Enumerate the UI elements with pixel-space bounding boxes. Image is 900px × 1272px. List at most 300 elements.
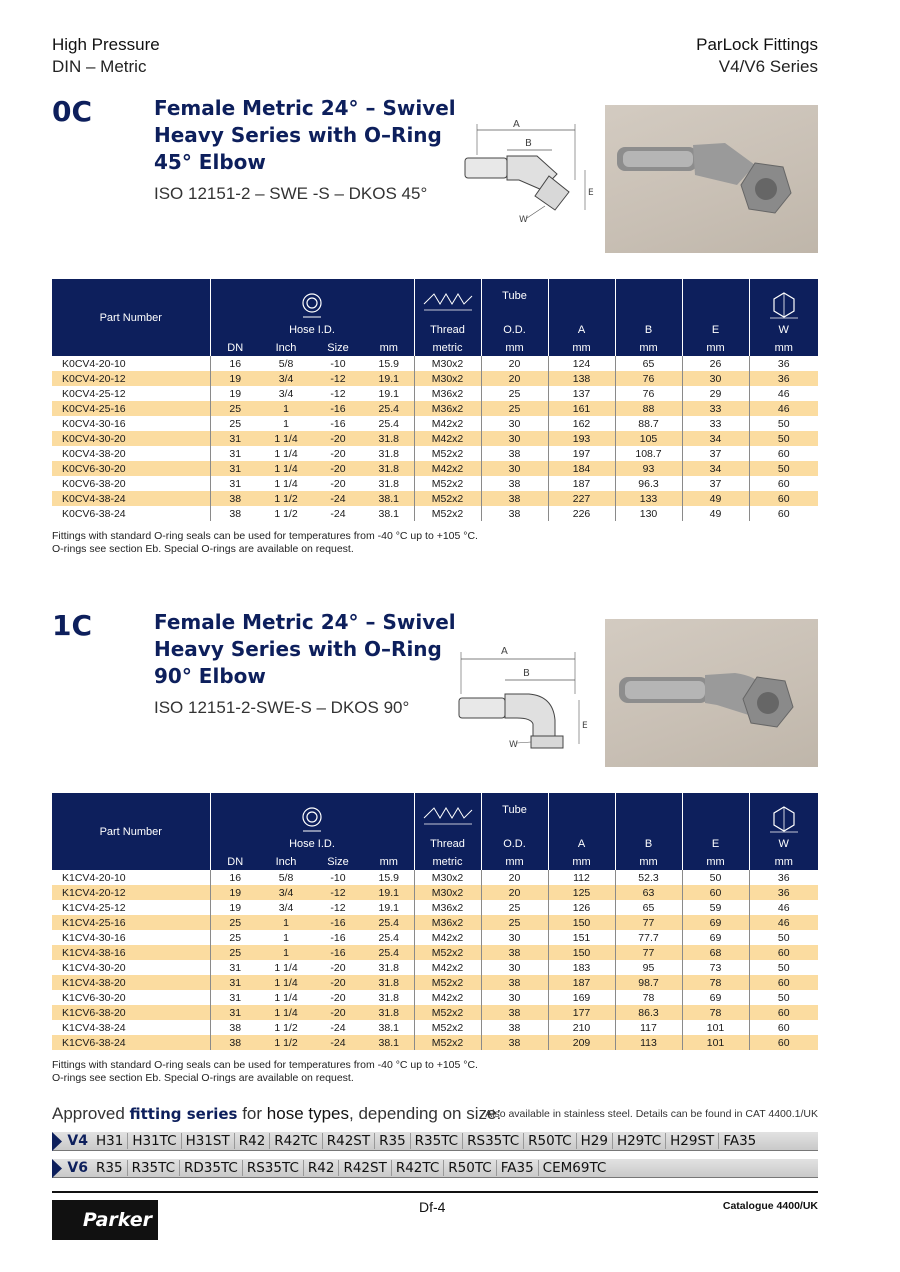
table-cell: -24: [330, 507, 346, 520]
table-cell: 60: [682, 885, 749, 900]
table-cell: M42x2: [414, 431, 481, 446]
v4-hose-row: [52, 1132, 818, 1151]
table-cell: 60: [749, 446, 818, 461]
section-title-line: Female Metric 24° – Swivel: [154, 610, 456, 634]
table-cell: 1: [260, 945, 312, 960]
table-cell: 31: [210, 975, 260, 990]
table-cell: 50: [749, 461, 818, 476]
note-line: O-rings see section Eb. Special O-rings are available on request.: [52, 543, 354, 555]
col-e: E: [682, 279, 749, 339]
table-cell: 25: [210, 401, 260, 416]
series-arrow-icon: [52, 1132, 66, 1151]
header-left-title: High Pressure: [52, 35, 160, 54]
col-hose-id: [210, 793, 414, 853]
thread-label: Thread: [430, 324, 465, 336]
col-thread: [414, 279, 481, 339]
table-cell: 25: [210, 945, 260, 960]
table-cell: 60: [749, 1035, 818, 1050]
table-cell: 16: [210, 356, 260, 371]
table-cell: 162: [548, 416, 615, 431]
table-cell: 3/4: [260, 371, 312, 386]
table-cell: 138: [548, 371, 615, 386]
unit: mm: [615, 853, 682, 870]
w-label: W: [778, 324, 789, 336]
table-cell: 46: [749, 915, 818, 930]
svg-text:A: A: [513, 119, 520, 130]
table-row: [52, 386, 818, 401]
hose-type-item: R42: [304, 1160, 340, 1176]
unit: mm: [682, 853, 749, 870]
part-number-cell: K0CV4-30-20: [52, 431, 210, 446]
table-cell: 1 1/4: [260, 461, 312, 476]
table-cell: 38: [210, 506, 260, 521]
table-body: [52, 870, 818, 1050]
od-label: O.D.: [503, 838, 526, 850]
fitting-45-diagram: [457, 110, 602, 235]
table-cell: 124: [548, 356, 615, 371]
header-right: [696, 34, 818, 78]
w-label: W: [778, 838, 789, 850]
approved-hose-types: hose types: [266, 1104, 350, 1123]
table-cell: 38: [481, 975, 548, 990]
table-cell: -24: [312, 1035, 364, 1050]
table-cell: 20: [481, 356, 548, 371]
table-row: [52, 945, 818, 960]
col-b: B: [615, 279, 682, 339]
note-line: Fittings with standard O-ring seals can be used for temperatures from -40 °C up to +105 °C.: [52, 530, 478, 542]
table-cell: 95: [615, 960, 682, 975]
part-number-cell: K1CV4-20-10: [62, 871, 126, 884]
table-cell: 161: [548, 401, 615, 416]
od-label: O.D.: [503, 324, 526, 336]
part-number-cell: K1CV6-38-24: [52, 1035, 210, 1050]
table-cell: 69: [682, 915, 749, 930]
table-cell: M42x2: [414, 930, 481, 945]
table-cell: 68: [682, 945, 749, 960]
approved-note: Also available in stainless steel. Details can be found in CAT 4400.1/UK: [485, 1108, 818, 1120]
table-cell: 210: [548, 1020, 615, 1035]
table-cell: 38.1: [364, 491, 414, 506]
table-row: [52, 885, 818, 900]
v4-items: [92, 1133, 760, 1149]
table-cell: 50: [749, 990, 818, 1005]
table-cell: 30: [481, 431, 548, 446]
hose-type-item: RS35TC: [463, 1133, 524, 1149]
table-row: [52, 930, 818, 945]
v6-tag: [52, 1159, 92, 1178]
table-cell: 25.4: [378, 417, 399, 430]
svg-text:A: A: [501, 646, 508, 657]
table-row: [52, 401, 818, 416]
hose-type-item: R42ST: [339, 1160, 391, 1176]
col-b: B: [615, 793, 682, 853]
parker-logo: Parker: [52, 1200, 158, 1240]
hose-type-item: R50TC: [444, 1160, 496, 1176]
unit: Inch: [260, 339, 312, 356]
table-cell: M52x2: [414, 446, 481, 461]
table-cell: 184: [548, 461, 615, 476]
table-cell: 69: [682, 990, 749, 1005]
table-cell: 73: [682, 960, 749, 975]
table-cell: 77.7: [615, 930, 682, 945]
unit: mm: [615, 339, 682, 356]
series-arrow-icon: [52, 1159, 66, 1178]
section-code: 1C: [52, 609, 93, 642]
table-cell: 36: [749, 885, 818, 900]
section-subtitle: ISO 12151-2-SWE-S – DKOS 90°: [154, 698, 410, 717]
table-cell: 37: [682, 446, 749, 461]
svg-text:W: W: [509, 740, 518, 749]
table-cell: -20: [330, 447, 346, 460]
hose-type-item: H31: [92, 1133, 128, 1149]
table-cell: 15.9: [378, 357, 399, 370]
table-cell: 1 1/4: [274, 961, 298, 974]
table-cell: 16: [210, 870, 260, 885]
table-cell: 133: [615, 491, 682, 506]
col-a: A: [548, 793, 615, 853]
table-cell: 59: [682, 900, 749, 915]
table-cell: 38: [210, 1020, 260, 1035]
table-cell: 30: [481, 461, 548, 476]
table-row: [52, 371, 818, 386]
table-cell: 1 1/2: [274, 507, 298, 520]
table-cell: 49: [682, 491, 749, 506]
table-cell: 5/8: [278, 871, 294, 884]
table-cell: -10: [330, 871, 346, 884]
tube-label: Tube: [502, 290, 527, 302]
col-hose-id: [210, 279, 414, 339]
part-number-cell: K1CV4-25-12: [62, 901, 126, 914]
hose-type-item: R42: [235, 1133, 271, 1149]
table-cell: 98.7: [615, 975, 682, 990]
table-cell: 187: [548, 476, 615, 491]
section-note-0c: [52, 530, 478, 556]
svg-text:B: B: [523, 668, 530, 679]
table-cell: 60: [749, 476, 818, 491]
table-cell: 197: [548, 446, 615, 461]
table-cell: 38.1: [378, 507, 399, 520]
table-cell: 36: [749, 356, 818, 371]
table-cell: 105: [615, 431, 682, 446]
table-cell: -20: [312, 431, 364, 446]
table-cell: 125: [548, 885, 615, 900]
unit: mm: [481, 339, 548, 356]
table-row: [52, 476, 818, 491]
table-cell: 31.8: [378, 961, 399, 974]
table-cell: -20: [330, 961, 346, 974]
hose-type-item: H29: [577, 1133, 613, 1149]
col-tube: [481, 279, 548, 339]
part-number-cell: K0CV6-30-20: [52, 461, 210, 476]
table-cell: 38: [481, 446, 548, 461]
hose-type-item: R42TC: [392, 1160, 444, 1176]
table-cell: 113: [615, 1035, 682, 1050]
hose-type-item: R35: [375, 1133, 411, 1149]
table-row: [52, 506, 818, 521]
unit: Inch: [260, 853, 312, 870]
table-cell: 19.1: [378, 901, 399, 914]
hose-type-item: R50TC: [524, 1133, 576, 1149]
table-cell: 19.1: [364, 371, 414, 386]
part-number-cell: K0CV4-25-12: [62, 387, 126, 400]
table-row: [52, 356, 818, 371]
table-cell: -12: [312, 885, 364, 900]
part-number-cell: K0CV4-25-16: [52, 401, 210, 416]
table-cell: 38: [210, 491, 260, 506]
table-cell: 3/4: [278, 901, 294, 914]
table-row: [52, 990, 818, 1005]
table-cell: 31: [210, 446, 260, 461]
table-cell: 33: [682, 416, 749, 431]
fitting-90-photo: [605, 619, 818, 767]
table-cell: 31.8: [378, 477, 399, 490]
table-cell: 130: [615, 506, 682, 521]
table-cell: 36: [749, 371, 818, 386]
table-cell: M36x2: [414, 401, 481, 416]
table-cell: 76: [615, 386, 682, 401]
header-right-subtitle: V4/V6 Series: [718, 57, 818, 76]
svg-text:E: E: [582, 721, 588, 731]
section-1c: [52, 609, 818, 769]
table-cell: 30: [481, 930, 548, 945]
table-cell: 31: [210, 431, 260, 446]
table-cell: 26: [682, 356, 749, 371]
table-cell: 77: [615, 945, 682, 960]
v4-tag: [52, 1132, 92, 1151]
hose-type-item: R35TC: [128, 1160, 180, 1176]
table-cell: 77: [615, 915, 682, 930]
table-cell: 29: [682, 386, 749, 401]
section-0c: [52, 95, 818, 255]
table-cell: 1 1/4: [274, 477, 298, 490]
part-number-cell: K1CV4-30-16: [62, 931, 126, 944]
table-cell: 25: [481, 401, 548, 416]
section-subtitle: ISO 12151-2 – SWE -S – DKOS 45°: [154, 184, 428, 203]
table-cell: 76: [615, 371, 682, 386]
table-cell: 19: [210, 386, 260, 401]
table-cell: 101: [682, 1035, 749, 1050]
table-cell: 46: [749, 386, 818, 401]
table-row: [52, 915, 818, 930]
v6-hose-row: [52, 1159, 818, 1178]
table-cell: 31.8: [364, 431, 414, 446]
col-w: [749, 279, 818, 339]
v6-tag-label: V6: [67, 1160, 88, 1176]
table-cell: 60: [749, 506, 818, 521]
table-cell: 31.8: [364, 975, 414, 990]
table-cell: 50: [749, 930, 818, 945]
table-cell: 34: [682, 461, 749, 476]
table-cell: M36x2: [414, 386, 481, 401]
hose-type-item: H29ST: [666, 1133, 719, 1149]
table-cell: M52x2: [414, 506, 481, 521]
col-thread: [414, 793, 481, 853]
v4-tag-label: V4: [67, 1133, 88, 1149]
table-row: [52, 960, 818, 975]
section-code: 0C: [52, 95, 93, 128]
section-title-line: 45° Elbow: [154, 150, 266, 174]
unit: mm: [364, 853, 414, 870]
table-cell: 50: [682, 870, 749, 885]
table-cell: 25: [210, 930, 260, 945]
table-cell: 78: [682, 1005, 749, 1020]
unit: mm: [682, 339, 749, 356]
hose-type-item: R42ST: [323, 1133, 375, 1149]
table-cell: 177: [548, 1005, 615, 1020]
part-number-cell: K0CV4-30-16: [62, 417, 126, 430]
table-cell: 78: [682, 975, 749, 990]
table-cell: M52x2: [414, 975, 481, 990]
footer-divider: [52, 1191, 818, 1193]
hex-wrench-icon: [767, 804, 801, 834]
approved-for: for: [237, 1104, 267, 1123]
hose-type-item: FA35: [497, 1160, 539, 1176]
table-cell: 31: [210, 461, 260, 476]
table-cell: -16: [312, 945, 364, 960]
table-body: [52, 356, 818, 521]
table-cell: 86.3: [615, 1005, 682, 1020]
table-cell: 19.1: [364, 885, 414, 900]
section-title-block: [154, 95, 464, 204]
table-cell: 37: [682, 476, 749, 491]
thread-label: Thread: [430, 838, 465, 850]
table-cell: 50: [749, 960, 818, 975]
table-cell: 1: [283, 931, 289, 944]
table-cell: 65: [615, 356, 682, 371]
unit: mm: [749, 853, 818, 870]
hose-id-icon: [297, 290, 327, 320]
table-cell: 25.4: [364, 945, 414, 960]
table-cell: 1 1/4: [274, 447, 298, 460]
unit: DN: [210, 339, 260, 356]
part-number-cell: K0CV6-38-24: [62, 507, 126, 520]
table-cell: 31.8: [378, 447, 399, 460]
hose-type-item: H31ST: [182, 1133, 235, 1149]
fitting-90-diagram: [457, 624, 602, 749]
section-title-block: [154, 609, 464, 718]
table-cell: 60: [749, 945, 818, 960]
table-cell: 30: [481, 990, 548, 1005]
table-cell: 126: [548, 900, 615, 915]
table-cell: 20: [481, 885, 548, 900]
table-cell: 38: [481, 506, 548, 521]
table-cell: 20: [481, 870, 548, 885]
col-part-number: Part Number: [52, 279, 210, 356]
table-cell: 19.1: [378, 387, 399, 400]
tube-label: Tube: [502, 804, 527, 816]
table-cell: -20: [312, 975, 364, 990]
table-cell: 20: [481, 371, 548, 386]
table-cell: 150: [548, 945, 615, 960]
spec-table-0c: [52, 279, 818, 521]
table-row: [52, 446, 818, 461]
table-cell: 36: [749, 870, 818, 885]
table-cell: 1 1/2: [260, 1035, 312, 1050]
table-cell: -12: [330, 387, 346, 400]
table-cell: 60: [749, 1020, 818, 1035]
table-cell: M30x2: [414, 885, 481, 900]
table-cell: M30x2: [414, 356, 481, 371]
table-row: [52, 900, 818, 915]
table-cell: 38: [481, 1020, 548, 1035]
table-cell: M52x2: [414, 1005, 481, 1020]
table-cell: 150: [548, 915, 615, 930]
hose-type-item: H31TC: [128, 1133, 181, 1149]
table-cell: -20: [330, 991, 346, 1004]
part-number-cell: K1CV4-38-24: [62, 1021, 126, 1034]
table-cell: 38: [210, 1035, 260, 1050]
v6-items: [92, 1160, 610, 1176]
table-cell: 31.8: [364, 461, 414, 476]
table-row: [52, 1035, 818, 1050]
table-cell: 31: [210, 1005, 260, 1020]
table-cell: 46: [749, 401, 818, 416]
col-a: A: [548, 279, 615, 339]
table-cell: 46: [749, 900, 818, 915]
table-cell: 78: [615, 990, 682, 1005]
table-cell: M42x2: [414, 960, 481, 975]
table-cell: -12: [312, 371, 364, 386]
table-cell: 60: [749, 1005, 818, 1020]
col-e: E: [682, 793, 749, 853]
table-cell: -24: [330, 1021, 346, 1034]
svg-text:W: W: [519, 215, 528, 225]
table-cell: 88.7: [615, 416, 682, 431]
table-cell: 93: [615, 461, 682, 476]
table-row: [52, 431, 818, 446]
table-cell: -16: [330, 417, 346, 430]
table-cell: 25: [210, 915, 260, 930]
table-cell: 15.9: [378, 871, 399, 884]
table-cell: 50: [749, 416, 818, 431]
table-cell: M42x2: [414, 416, 481, 431]
table-row: [52, 416, 818, 431]
table-row: [52, 461, 818, 476]
part-number-cell: K0CV6-38-20: [62, 477, 126, 490]
table-cell: 63: [615, 885, 682, 900]
approved-fitting-series: fitting series: [129, 1105, 238, 1123]
table-cell: -16: [312, 915, 364, 930]
hose-type-item: RS35TC: [243, 1160, 304, 1176]
table-cell: 31: [210, 960, 260, 975]
table-cell: 31: [210, 990, 260, 1005]
table-cell: 1 1/4: [260, 1005, 312, 1020]
table-cell: -16: [330, 931, 346, 944]
table-cell: -12: [330, 901, 346, 914]
table-row: [52, 1020, 818, 1035]
table-row: [52, 1005, 818, 1020]
hose-type-item: H29TC: [613, 1133, 666, 1149]
table-cell: 1 1/4: [260, 431, 312, 446]
table-cell: M42x2: [414, 990, 481, 1005]
table-cell: 65: [615, 900, 682, 915]
part-number-cell: K1CV4-20-12: [52, 885, 210, 900]
table-cell: 1: [283, 417, 289, 430]
table-cell: 25: [481, 915, 548, 930]
table-cell: 1: [260, 915, 312, 930]
part-number-cell: K0CV4-38-20: [62, 447, 126, 460]
table-cell: 1 1/4: [260, 975, 312, 990]
table-cell: 31.8: [378, 991, 399, 1004]
table-cell: 1 1/2: [260, 491, 312, 506]
part-number-cell: K1CV4-38-16: [52, 945, 210, 960]
approved-prefix: Approved: [52, 1104, 130, 1123]
hose-id-label: Hose I.D.: [289, 838, 335, 850]
table-cell: 25.4: [364, 915, 414, 930]
table-cell: -16: [312, 401, 364, 416]
table-cell: -10: [330, 357, 346, 370]
table-cell: 108.7: [615, 446, 682, 461]
